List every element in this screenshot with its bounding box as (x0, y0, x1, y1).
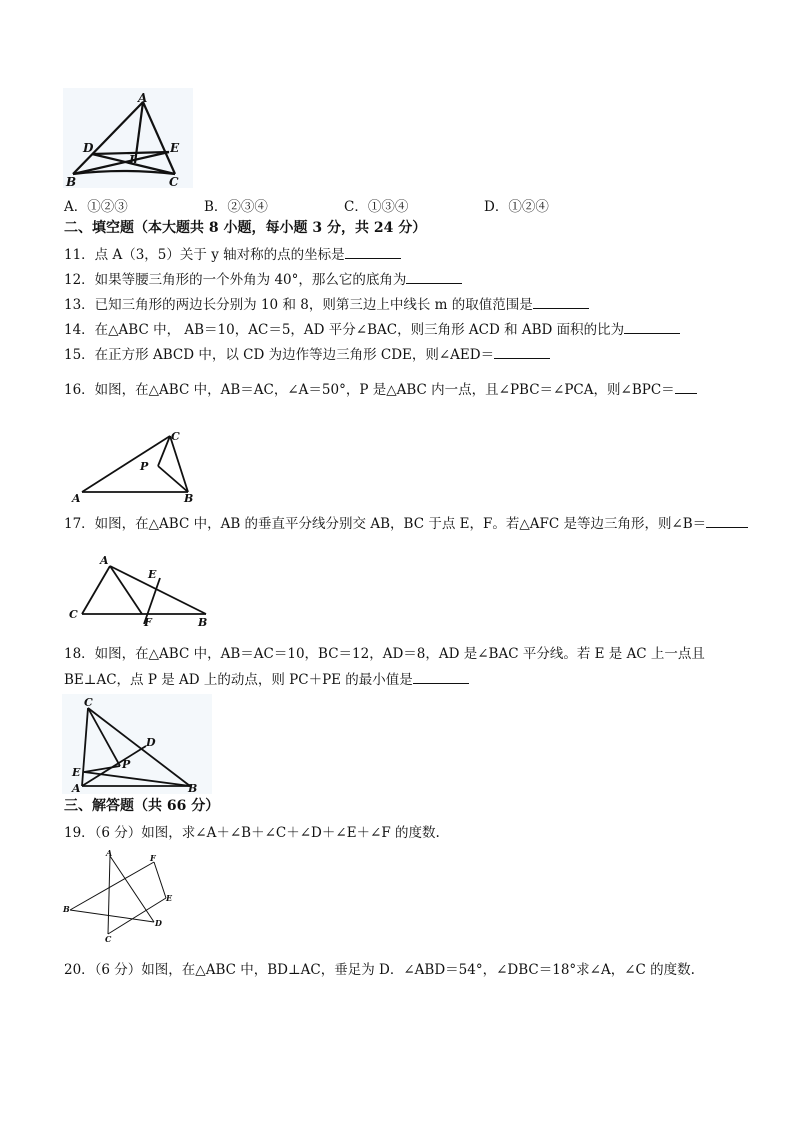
question-17 (64, 514, 748, 533)
fig18-label-a: A (72, 782, 81, 794)
question-18-text: BE⊥AC，点 P 是 AD 上的动点，则 PC＋PE 的最小值是 (64, 672, 413, 688)
fig17-label-a: A (100, 554, 109, 567)
fig10-label-c: C (169, 175, 179, 188)
question-14 (64, 320, 680, 339)
fig16-label-b: B (184, 492, 194, 504)
question-11 (64, 245, 401, 264)
figure-q17 (66, 552, 216, 628)
option-c: C．①③④ (344, 199, 409, 215)
fig18-label-e: E (72, 766, 81, 779)
answer-blank (345, 245, 401, 259)
fig16-label-a: A (72, 492, 81, 504)
question-18-line1: 18．如图，在△ABC 中，AB＝AC＝10，BC＝12，AD＝8，AD 是∠BAC 平分线。若 E 是 AC 上一点且 (64, 646, 705, 662)
question-20: 20．（6 分）如图，在△ABC 中，BD⊥AC，垂足为 D．∠ABD＝54°，∠DBC＝18°求∠A，∠C 的度数. (64, 962, 695, 978)
option-b: B．②③④ (204, 199, 268, 215)
fig17-label-f: F (144, 616, 152, 628)
question-18-line2 (64, 670, 469, 689)
question-15 (64, 345, 550, 364)
answer-blank (406, 270, 462, 284)
question-12 (64, 270, 462, 289)
fig19-label-e: E (166, 893, 173, 903)
question-12-text: 12．如果等腰三角形的一个外角为 40°，那么它的底角为 (64, 272, 407, 288)
question-14-text: 14．在△ABC 中， AB＝10，AC＝5，AD 平分∠BAC，则三角形 ACD 和 ABD 面积的比为 (64, 322, 625, 338)
answer-blank (533, 295, 589, 309)
section-2-heading: 二、填空题（本大题共 8 小题，每小题 3 分，共 24 分） (64, 220, 427, 236)
fig10-label-i: I (129, 153, 135, 167)
question-17-text: 17．如图，在△ABC 中，AB 的垂直平分线分别交 AB，BC 于点 E，F。若△AFC 是等边三角形，则∠B＝ (64, 516, 707, 532)
answer-blank (624, 320, 680, 334)
question-16 (64, 380, 697, 399)
fig17-label-c: C (69, 608, 78, 621)
fig10-label-b: B (66, 175, 77, 188)
fig19-label-d: D (155, 918, 162, 928)
fig18-label-p: P (122, 758, 131, 771)
fig18-label-d: D (146, 736, 156, 749)
question-13 (64, 295, 589, 314)
figure-q19 (62, 848, 192, 944)
section-3-heading: 三、解答题（共 66 分） (64, 798, 220, 814)
fig19-label-f: F (150, 853, 156, 863)
question-13-text: 13．已知三角形的两边长分别为 10 和 8，则第三边上中线长 m 的取值范围是 (64, 297, 533, 313)
answer-blank (706, 514, 748, 528)
answer-blank (494, 345, 550, 359)
question-15-text: 15．在正方形 ABCD 中，以 CD 为边作等边三角形 CDE，则∠AED＝ (64, 347, 495, 363)
question-19: 19．（6 分）如图，求∠A＋∠B＋∠C＋∠D＋∠E＋∠F 的度数. (64, 825, 440, 841)
fig10-label-a: A (138, 91, 148, 105)
option-a: A．①②③ (64, 199, 128, 215)
fig19-label-b: B (63, 904, 70, 914)
figure-q16 (70, 428, 200, 504)
question-16-text: 16．如图，在△ABC 中，AB＝AC，∠A＝50°，P 是△ABC 内一点，且∠PBC＝∠PCA，则∠BPC＝ (64, 382, 675, 398)
fig10-label-e: E (170, 141, 180, 155)
fig17-label-b: B (198, 616, 208, 628)
fig16-label-p: P (140, 460, 149, 473)
question-11-text: 11．点 A（3，5）关于 y 轴对称的点的坐标是 (64, 247, 345, 263)
answer-blank (675, 380, 697, 394)
fig18-label-b: B (188, 782, 198, 794)
fig10-label-d: D (83, 141, 94, 155)
fig19-label-c: C (105, 934, 112, 944)
answer-blank (413, 670, 469, 684)
option-d: D．①②④ (484, 199, 549, 215)
fig16-label-c: C (171, 430, 180, 443)
fig17-label-e: E (148, 568, 157, 581)
fig18-label-c: C (84, 696, 93, 709)
fig19-label-a: A (106, 848, 113, 858)
figure-q18 (62, 694, 212, 794)
figure-q10 (63, 88, 193, 188)
